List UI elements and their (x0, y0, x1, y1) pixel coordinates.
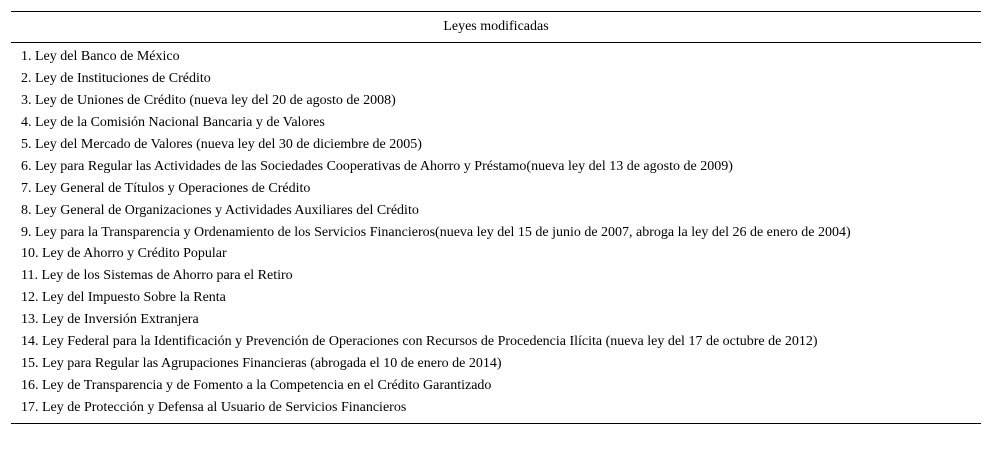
law-item: 7. Ley General de Títulos y Operaciones de Crédito (21, 181, 311, 196)
law-item: 17. Ley de Protección y Defensa al Usuario de Servicios Financieros (21, 400, 407, 415)
law-item: 15. Ley para Regular las Agrupaciones Financieras (abrogada el 10 de enero de 2014) (21, 356, 502, 371)
law-list (21, 46, 971, 419)
laws-table (11, 11, 981, 424)
law-item: 1. Ley del Banco de México (21, 49, 180, 64)
law-item: 13. Ley de Inversión Extranjera (21, 312, 199, 327)
table-body (11, 43, 981, 423)
law-item: 16. Ley de Transparencia y de Fomento a la Competencia en el Crédito Garantizado (21, 378, 492, 393)
table-bottom-rule (11, 423, 981, 424)
law-item: 10. Ley de Ahorro y Crédito Popular (21, 246, 227, 261)
law-item: 11. Ley de los Sistemas de Ahorro para el Retiro (21, 268, 293, 283)
law-item: 9. Ley para la Transparencia y Ordenamiento de los Servicios Financieros(nueva ley del 15 de junio de 2007, abroga la ley del 26 de enero de 2004) (21, 225, 851, 240)
law-item: 2. Ley de Instituciones de Crédito (21, 71, 211, 86)
law-item: 5. Ley del Mercado de Valores (nueva ley del 30 de diciembre de 2005) (21, 137, 422, 152)
law-item: 3. Ley de Uniones de Crédito (nueva ley del 20 de agosto de 2008) (21, 93, 396, 108)
law-item: 6. Ley para Regular las Actividades de las Sociedades Cooperativas de Ahorro y Préstamo(nueva ley del 13 de agosto de 2009) (21, 159, 733, 174)
law-item: 4. Ley de la Comisión Nacional Bancaria y de Valores (21, 115, 325, 130)
law-item: 8. Ley General de Organizaciones y Actividades Auxiliares del Crédito (21, 203, 419, 218)
law-item: 14. Ley Federal para la Identificación y Prevención de Operaciones con Recursos de Procedencia Ilícita (nueva ley del 17 de octubre de 2012) (21, 334, 818, 349)
table-header: Leyes modificadas (443, 19, 549, 34)
law-item: 12. Ley del Impuesto Sobre la Renta (21, 290, 226, 305)
